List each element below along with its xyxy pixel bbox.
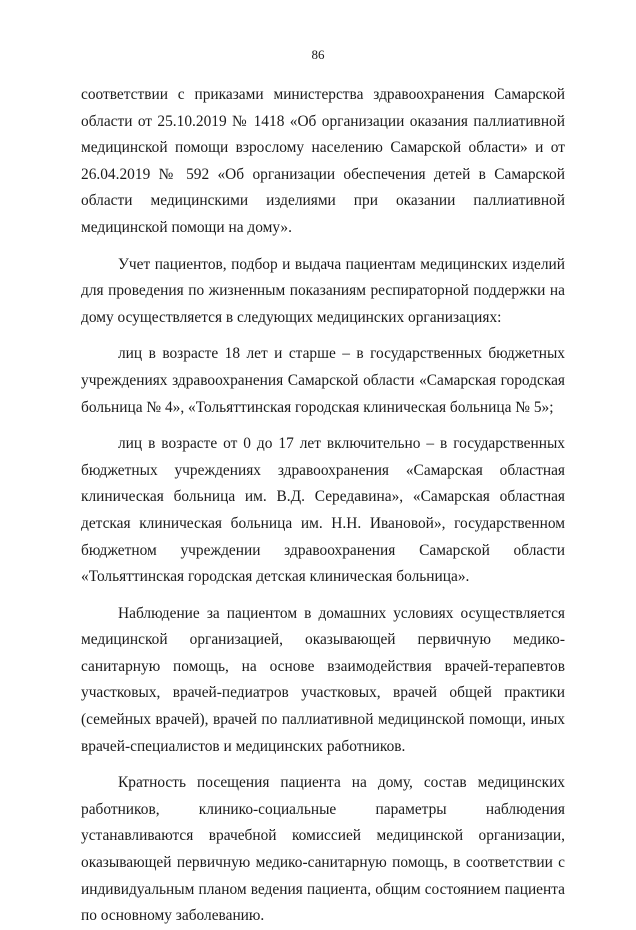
paragraph-visit-frequency: Кратность посещения пациента на дому, состав медицинских работников, клинико-социальные параметры наблюдения устанавливаются врачебной комиссией медицинской организации, оказывающей первичную медико-санитарную помощь, в соответствии с индивидуальным планом ведения пациента, общим состоянием пациента по основному заболеванию. <box>81 774 565 925</box>
body-text <box>81 82 565 930</box>
page-number: 86 <box>311 47 325 62</box>
paragraph-children: лиц в возрасте от 0 до 17 лет включительно – в государственных бюджетных учреждениях здравоохранения «Самарская областная клиническая больница им. В.Д. Середавина», «Самарская областная детская клиническая больница им. Н.Н. Ивановой», государственном бюджетном учреждении здравоохранения Самарской области «Тольяттинская городская детская клиническая больница». <box>81 435 565 586</box>
paragraph-adults: лиц в возрасте 18 лет и старше – в государственных бюджетных учреждениях здравоохранения Самарской области «Самарская городская больница № 4», «Тольяттинская городская клиническая больница № 5»; <box>81 345 565 416</box>
paragraph-patient-registration: Учет пациентов, подбор и выдача пациентам медицинских изделий для проведения по жизненным показаниям респираторной поддержки на дому осуществляется в следующих медицинских организациях: <box>81 255 565 326</box>
paragraph-home-observation: Наблюдение за пациентом в домашних условиях осуществляется медицинской организацией, оказывающей первичную медико-санитарную помощь, на основе взаимодействия врачей-терапевтов участковых, врачей-педиатров участковых, врачей общей практики (семейных врачей), врачей по паллиативной медицинской помощи, иных врачей-специалистов и медицинских работников. <box>81 604 565 755</box>
paragraph-continuation: соответствии с приказами министерства здравоохранения Самарской области от 25.10.2019 № 1418 «Об организации оказания паллиативной медицинской помощи взрослому населению Самарской области» и от 26.04.2019 № 592 «Об организации обеспечения детей в Самарской области медицинскими изделиями при оказании паллиативной медицинской помощи на дому». <box>81 86 565 236</box>
